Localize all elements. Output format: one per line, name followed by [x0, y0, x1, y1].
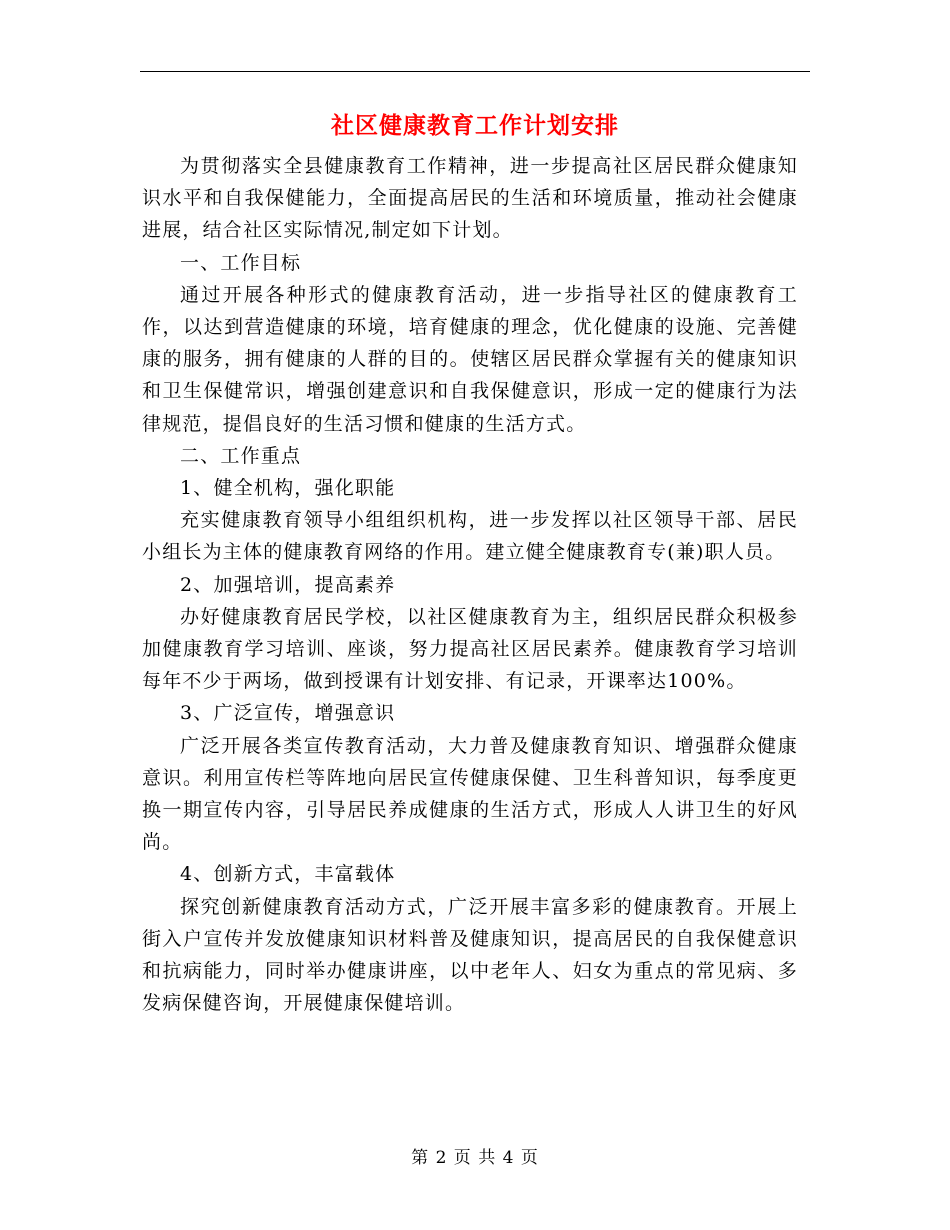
subheading-1: 1、健全机构，强化职能 [180, 477, 396, 500]
subheading-2: 2、加强培训，提高素养 [180, 573, 396, 596]
paragraph-2: 办好健康教育居民学校，以社区健康教育为主，组织居民群众积极参加健康教育学习培训、座谈，努力提高社区居民素养。健康教育学习培训每年不少于两场，做到授课有计划安排、有记录，开课率达100%。 [142, 605, 798, 693]
header-rule [140, 71, 810, 72]
paragraph-4: 探究创新健康教育活动方式，广泛开展丰富多彩的健康教育。开展上街入户宣传并发放健康知识材料普及健康知识，提高居民的自我保健意识和抗病能力，同时举办健康讲座，以中老年人、妇女为重点的常见病、多发病保健咨询，开展健康保健培训。 [142, 895, 798, 1015]
subheading-4: 4、创新方式，丰富载体 [180, 863, 396, 886]
paragraph-3: 广泛开展各类宣传教育活动，大力普及健康教育知识、增强群众健康意识。利用宣传栏等阵地向居民宣传健康保健、卫生科普知识，每季度更换一期宣传内容，引导居民养成健康的生活方式，形成人人讲卫生的好风尚。 [142, 734, 798, 854]
paragraph-goals: 通过开展各种形式的健康教育活动，进一步指导社区的健康教育工作，以达到营造健康的环境，培育健康的理念，优化健康的设施、完善健康的服务，拥有健康的人群的目的。使辖区居民群众掌握有关的健康知识和卫生保健常识，增强创建意识和自我保健意识，形成一定的健康行为法律规范，提倡良好的生活习惯和健康的生活方式。 [142, 283, 798, 435]
document-title: 社区健康教育工作计划安排 [331, 112, 619, 139]
page-number-footer: 第 2 页 共 4 页 [411, 1148, 539, 1168]
paragraph-intro: 为贯彻落实全县健康教育工作精神，进一步提高社区居民群众健康知识水平和自我保健能力，全面提高居民的生活和环境质量，推动社会健康进展，结合社区实际情况,制定如下计划。 [142, 155, 798, 242]
subheading-3: 3、广泛宣传，增强意识 [180, 702, 396, 725]
heading-work-focus: 二、工作重点 [180, 444, 302, 467]
document-body [142, 150, 798, 1019]
heading-work-goals: 一、工作目标 [180, 251, 302, 274]
paragraph-1: 充实健康教育领导小组组织机构，进一步发挥以社区领导干部、居民小组长为主体的健康教育网络的作用。建立健全健康教育专(兼)职人员。 [142, 509, 798, 564]
